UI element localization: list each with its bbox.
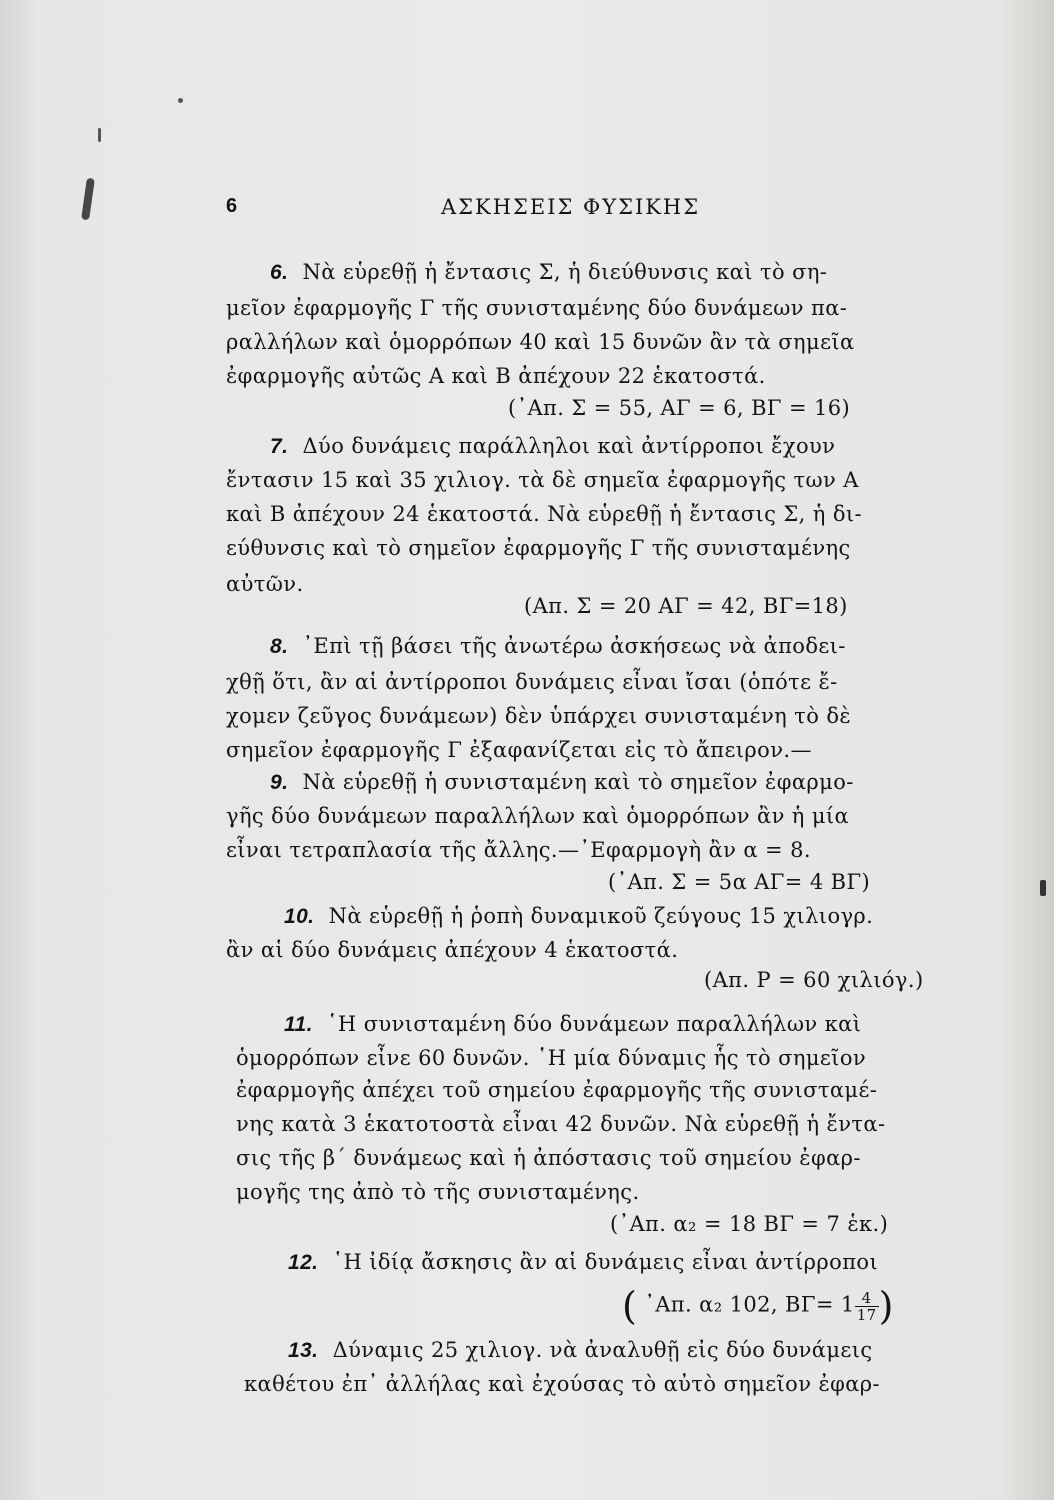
exercise-7-line-1: 7. Δύο δυνάμεις παράλληλοι καὶ ἀντίρροποι ἔχουν xyxy=(270,434,836,458)
exercise-7-answer: (Απ. Σ = 20 ΑΓ = 42, ΒΓ=18) xyxy=(524,594,848,618)
exercise-10-line-1: 10. Νὰ εὑρεθῇ ἡ ῥοπὴ δυναμικοῦ ζεύγους 15 χιλιογρ. xyxy=(284,904,874,928)
exercise-8-line-1: 8. ᾿Επὶ τῇ βάσει τῆς ἀνωτέρω ἀσκήσεως νὰ ἀποδει- xyxy=(270,634,846,658)
exercise-11-line-1: 11. ῾Η συνισταμένη δύο δυνάμεων παραλλήλων καὶ xyxy=(284,1012,862,1036)
exercise-9-line-3: εἶναι τετραπλασία τῆς ἄλλης.—᾿Εφαρμογὴ ἂν α = 8. xyxy=(226,838,811,862)
exercise-9-line-2: γῆς δύο δυνάμεων παραλλήλων καὶ ὁμορρόπων ἂν ἡ μία xyxy=(226,804,850,828)
exercise-12-answer: ( ᾿Απ. α₂ 102, ΒΓ= 1 $\frac{4}{17}$ ) xyxy=(622,1284,894,1328)
exercise-6-line-3: ραλλήλων καὶ ὁμορρόπων 40 καὶ 15 δυνῶν ἂν τὰ σημεῖα xyxy=(226,330,855,354)
exercise-11-line-5: σις τῆς β΄ δυνάμεως καὶ ἡ ἀπόστασις τοῦ σημείου ἐφαρ- xyxy=(236,1146,861,1170)
exercise-11-line-4: νης κατὰ 3 ἑκατοτοστὰ εἶναι 42 δυνῶν. Νὰ εὑρεθῇ ἡ ἔντα- xyxy=(236,1112,886,1136)
exercise-8-line-3: χομεν ζεῦγος δυνάμεων) δὲν ὑπάρχει συνισταμένη τὸ δὲ xyxy=(226,704,852,728)
exercise-number: 11. xyxy=(284,1013,313,1036)
exercise-13-line-2: καθέτου ἐπ᾿ ἀλλήλας καὶ ἐχούσας τὸ αὐτὸ σημεῖον ἐφαρ- xyxy=(244,1372,881,1396)
speck xyxy=(178,98,183,103)
exercise-number: 9. xyxy=(270,771,289,794)
exercise-6-line-2: μεῖον ἐφαρμογῆς Γ τῆς συνισταμένης δύο δυνάμεων πα- xyxy=(226,296,848,320)
exercise-7-line-2: ἔντασιν 15 καὶ 35 χιλιογ. τὰ δὲ σημεῖα ἐφαρμογῆς των Α xyxy=(226,468,859,492)
fraction: $\frac{4}{17}$ xyxy=(856,1288,877,1324)
exercise-12-line-1: 12. ῾Η ἰδίᾳ ἄσκησις ἂν αἱ δυνάμεις εἶναι ἀντίρροποι xyxy=(288,1250,879,1274)
exercise-number: 12. xyxy=(288,1251,319,1274)
exercise-7-line-4: εύθυνσις καὶ τὸ σημεῖον ἐφαρμογῆς Γ τῆς συνισταμένης xyxy=(226,536,851,560)
exercise-11-line-6: μογῆς της ἀπὸ τὸ τῆς συνισταμένης. xyxy=(236,1180,640,1204)
exercise-8-line-2: χθῇ ὅτι, ἂν αἱ ἀντίρροποι δυνάμεις εἶναι ἴσαι (ὁπότε ἔ- xyxy=(226,670,838,694)
exercise-11-line-2: ὁμορρόπων εἶνε 60 δυνῶν. ῾Η μία δύναμις ἧς τὸ σημεῖον xyxy=(236,1046,867,1070)
page-header xyxy=(226,195,966,225)
exercise-11-answer: (᾿Απ. α₂ = 18 ΒΓ = 7 ἑκ.) xyxy=(610,1212,889,1236)
exercise-7-line-3: καὶ Β ἀπέχουν 24 ἑκατοστά. Νὰ εὑρεθῇ ἡ ἔντασις Σ, ἡ δι- xyxy=(226,502,863,526)
exercise-number: 7. xyxy=(270,435,289,458)
exercise-11-line-3: ἐφαρμογῆς ἀπέχει τοῦ σημείου ἐφαρμογῆς τῆς συνισταμέ- xyxy=(236,1078,878,1102)
exercise-6-line-1: 6. Νὰ εὑρεθῇ ἡ ἔντασις Σ, ἡ διεύθυνσις καὶ τὸ ση- xyxy=(270,260,828,284)
page-number: 6 xyxy=(226,195,238,217)
exercise-9-answer: (᾿Απ. Σ = 5α ΑΓ= 4 ΒΓ) xyxy=(608,870,871,894)
speck xyxy=(98,128,101,142)
exercise-number: 8. xyxy=(270,635,289,658)
exercise-6-answer: (᾿Απ. Σ = 55, ΑΓ = 6, ΒΓ = 16) xyxy=(508,396,851,420)
running-title: ΑΣΚΗΣΕΙΣ ΦΥΣΙΚΗΣ xyxy=(441,195,701,219)
exercise-7-line-5: αὐτῶν. xyxy=(226,572,304,596)
exercise-number: 6. xyxy=(270,261,289,284)
exercise-8-line-4: σημεῖον ἐφαρμογῆς Γ ἐξαφανίζεται εἰς τὸ ἄπειρον.— xyxy=(226,738,812,762)
exercise-10-line-2: ἂν αἱ δύο δυνάμεις ἀπέχουν 4 ἑκατοστά. xyxy=(226,938,679,962)
exercise-number: 13. xyxy=(288,1339,319,1362)
speck xyxy=(1040,880,1046,896)
exercise-9-line-1: 9. Νὰ εὑρεθῇ ἡ συνισταμένη καὶ τὸ σημεῖον ἐφαρμο- xyxy=(270,770,854,794)
exercise-number: 10. xyxy=(284,905,315,928)
exercise-10-answer: (Απ. Ρ = 60 χιλιόγ.) xyxy=(704,968,924,992)
exercise-6-line-4: ἐφαρμογῆς αὐτῶς Α καὶ Β ἀπέχουν 22 ἑκατοστά. xyxy=(226,364,766,388)
exercise-13-line-1: 13. Δύναμις 25 χιλιογ. νὰ ἀναλυθῇ εἰς δύο δυνάμεις xyxy=(288,1338,873,1362)
